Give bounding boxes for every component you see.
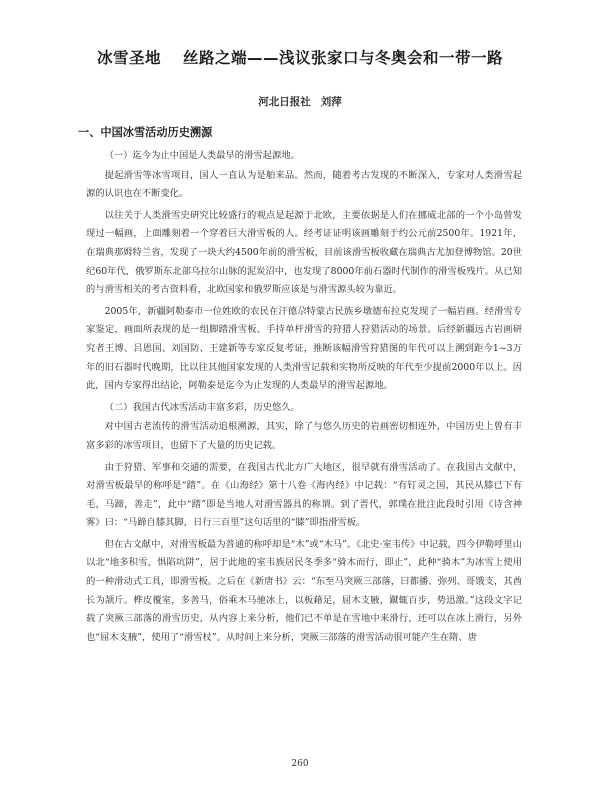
page-number: 260 [291,759,309,769]
author-line [0,94,600,109]
article-body [78,124,522,650]
subsection-heading-2: （二）我国古代冰雪活动丰富多彩，历史悠久。 [104,401,300,413]
paragraph-5: 由于狩猎、军事和交通的需要，在我国古代北方广大地区，很早就有滑雪活动了。在我国古文献中，对滑雪板最早的称呼是“踏”。在《山海经》第十八卷《海内经》中记载：“有钉灵之国，其民从膝已下有毛，马蹄，善走”，此中“踏”即是当地人对滑雪器具的称谓。到了晋代，郭璞在批注此段时引用《诗含神雾》曰：“马蹄自膝其脚，日行三百里”这句话里的“膝”即指滑雪板。 [86,461,522,529]
paragraph-6: 但在古文献中，对滑雪板最为普通的称呼却是“木”或“木马”。《北史·室韦传》中记载，四今伊勒呼里山以北“地多积雪，惧陷坑阱”，居于此地的室韦族居民冬季多“骑木而行，即止”，此种“骑木”为冰雪上使用的一种滑动式工具，即滑雪板。之后在《新唐书》云：“东至马突厥三部落，曰都播、弥列、哥饿支，其酋长为颉斤。桦皮覆室，多善马，俗乘木马驰冰上，以板藉足，屈木支腋，蹴辄百步，势迅激。”这段文字记载了突厥三部落的滑雪历史，从内容上来分析，他们已不单是在雪地中来滑行，还可以在冰上滑行，另外也“屈木支腋”，使用了“滑雪杖”。从时间上来分析，突厥三部落的滑雪活动很可能产生在隋、唐 [86,538,522,643]
author-org: 河北日报社 [258,96,311,108]
subsection-heading-1: （一）迄今为止中国是人类最早的滑雪起源地。 [104,150,300,161]
title-part-1: 冰雪圣地 [96,49,161,67]
paragraph-4: 对中国古老流传的滑雪活动追根溯源，其实，除了与悠久历史的岩画密切相连外，中国历史上曾有丰富多彩的冰雪项目，也留下了大量的历史记载。 [86,421,522,451]
paragraph-3: 2005年，新疆阿勒泰市一位姓欧的农民在汗德尕特蒙古民族乡墩德布拉克发现了一幅岩画。经滑雪专家鉴定，画面所表现的是一组脚踏滑雪板、手持单杆滑雪的狩猎人狩猎活动的场景。后经新疆远古岩画研究者王博、吕恩国、刘国防、王建新等专家反复考证，推断该幅滑雪狩猎图的年代可以上溯到距今1~3万年的旧石器时代晚期，比以往其他国家发现的人类滑雪记载和实物所反映的年代至少提前2000年以上。因此，国内专家得出结论，阿勒泰是迄今为止发现的人类最早的滑雪起源地。 [86,305,522,392]
paragraph-2: 以往关于人类滑雪史研究比较盛行的观点是起源于北欧，主要依据是人们在挪威北部的一个小岛曾发现过一幅画，上面雕刻着一个穿着巨大滑雪板的人。经考证证明该画雕刻于约公元前2500年。1921年，在瑞典那姆特兰省，发现了一块大约4500年前的滑雪板，目前该滑雪板收藏在瑞典古尤加登博物馆。20世纪60年代，俄罗斯东北部乌拉尔山脉的泥炭沼中，也发现了8000年前石器时代制作的滑雪板残片。从已知的与滑雪相关的考古资料看，北欧国家和俄罗斯应该是与滑雪源头较为靠近。 [86,209,522,296]
author-name: 刘萍 [320,96,342,108]
article-title [70,46,530,68]
paragraph-1: 提起滑雪等冰雪项目，国人一直认为是舶来品。然而，随着考古发现的不断深入，专家对人类滑雪起源的认识也在不断变化。 [86,169,522,200]
section-heading: 一、中国冰雪活动历史溯源 [78,126,213,139]
title-part-2: 丝路之端——浅议张家口与冬奥会和一带一路 [183,49,504,67]
